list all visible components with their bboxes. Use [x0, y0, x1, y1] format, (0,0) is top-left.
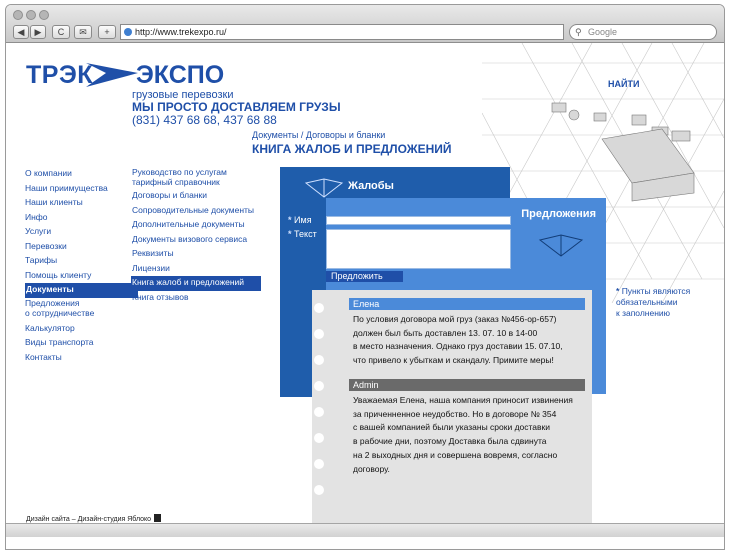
nav-item-info[interactable]: Инфо	[25, 211, 48, 222]
notebook-holes-decoration	[314, 295, 326, 525]
nav-item-transport[interactable]: Перевозки	[25, 240, 67, 251]
required-note	[616, 286, 716, 319]
zoom-window-icon[interactable]	[39, 10, 49, 20]
required-note-text: Пункты являются обязательными к заполнению	[616, 286, 691, 318]
search-icon: ⚲	[575, 27, 582, 37]
page-content	[6, 43, 724, 537]
slogan: МЫ ПРОСТО ДОСТАВЛЯЕМ ГРУЗЫ	[132, 100, 341, 114]
breadcrumb[interactable]: Документы / Договоры и бланки	[252, 130, 386, 140]
mail-button[interactable]: ✉	[74, 25, 92, 39]
subnav-item-visa[interactable]: Документы визового сервиса	[132, 233, 248, 244]
browser-window	[5, 4, 725, 550]
message-line: с вашей компанией были указаны сроки доставки	[353, 422, 551, 433]
message-body	[353, 313, 585, 368]
name-input[interactable]	[326, 216, 511, 225]
sub-nav	[131, 167, 261, 305]
main-nav	[25, 167, 135, 365]
nav-item-help[interactable]: Помощь клиенту	[25, 269, 92, 280]
footer-credit[interactable]	[26, 514, 161, 523]
message-line: По условия договора мой груз (заказ №456-ор-657)	[353, 314, 557, 324]
url-text: http://www.trekexpo.ru/	[135, 27, 227, 37]
subnav-item-requisites[interactable]: Реквизиты	[132, 248, 174, 258]
nav-item-documents[interactable]: Документы	[25, 283, 138, 298]
message-line: в рабочие дни, поэтому Доставка была сдвинута	[353, 436, 547, 447]
logo-part1: ТРЭК	[26, 61, 93, 89]
nav-item-services[interactable]: Услуги	[25, 226, 52, 236]
nav-item-clients[interactable]: Наши клиенты	[25, 197, 83, 207]
message-body	[353, 394, 585, 476]
horizontal-scrollbar[interactable]	[6, 523, 724, 537]
open-book-icon	[538, 230, 584, 258]
nav-item-calculator[interactable]: Калькулятор	[25, 322, 75, 333]
message-line: в место назначения. Однако груз доставии 15. 07.10,	[353, 341, 563, 352]
subnav-item-licenses[interactable]: Лицензии	[132, 262, 170, 273]
text-label	[288, 229, 317, 239]
required-star-icon: *	[288, 229, 292, 239]
search-placeholder: Google	[588, 27, 618, 37]
message-line: Уважаемая Елена, наша компания приносит извинения	[353, 395, 573, 405]
required-star-icon: *	[288, 215, 292, 225]
required-star-icon: *	[616, 286, 620, 296]
complaints-title: Жалобы	[348, 180, 394, 192]
message-line: за приченненное неудобство. Но в договоре № 354	[353, 408, 557, 419]
page-title: КНИГА ЖАЛОБ И ПРЕДЛОЖЕНИЙ	[252, 142, 452, 156]
footer-text: Дизайн сайта – Дизайн-студия Яблоко	[26, 516, 152, 523]
nav-item-vehicles[interactable]: Виды транспорта	[25, 337, 94, 347]
subnav-item-complaints-book[interactable]: Книга жалоб и предложений	[131, 276, 261, 291]
find-link[interactable]: НАЙТИ	[608, 79, 640, 89]
subnav-item-guide[interactable]: Руководство по услугам тарифный справочник	[132, 167, 227, 187]
nav-item-about[interactable]: О компании	[25, 168, 72, 178]
add-bookmark-button[interactable]: +	[98, 25, 116, 39]
subnav-item-additional[interactable]: Дополнительные документы	[132, 219, 245, 229]
name-label	[288, 215, 312, 225]
open-book-icon	[304, 175, 344, 199]
text-label-text: Текст	[294, 229, 317, 239]
nav-item-contacts[interactable]: Контакты	[25, 351, 62, 362]
message-line: должен был быть доставлен 13. 07. 10 в 14-00	[353, 327, 538, 338]
back-button[interactable]: ◀	[13, 25, 29, 39]
minimize-window-icon[interactable]	[26, 10, 36, 20]
browser-toolbar	[6, 5, 724, 43]
nav-item-advantages[interactable]: Наши приимущества	[25, 182, 108, 193]
offers-title: Предложения	[521, 208, 596, 220]
phone-number: (831) 437 68 68, 437 68 88	[132, 113, 277, 127]
message-author: Admin	[349, 379, 585, 391]
reload-button[interactable]: C	[52, 25, 70, 39]
logo-subtitle: грузовые перевозки	[132, 89, 234, 101]
message-author: Елена	[349, 298, 585, 310]
message-line: договору.	[353, 463, 390, 474]
url-input[interactable]	[120, 24, 564, 40]
logo-part2: ЭКСПО	[136, 61, 225, 89]
apple-logo-icon	[154, 514, 161, 522]
subnav-item-contracts[interactable]: Договоры и бланки	[132, 190, 208, 200]
close-window-icon[interactable]	[13, 10, 23, 20]
forward-button[interactable]: ▶	[30, 25, 46, 39]
nav-item-tariffs[interactable]: Тарифы	[25, 255, 58, 265]
search-input[interactable]	[569, 24, 717, 40]
globe-icon	[124, 28, 132, 36]
text-input[interactable]	[326, 229, 511, 269]
name-label-text: Имя	[294, 215, 312, 225]
message-line: что привело к убыткам и скандалу. Примите меры!	[353, 355, 554, 366]
subnav-item-reviews[interactable]: Книга отзывов	[132, 291, 189, 302]
nav-item-cooperation[interactable]: Предложения о сотрудничестве	[25, 297, 95, 318]
submit-button[interactable]: Предложить	[326, 271, 403, 282]
subnav-item-accompanying[interactable]: Сопроводительные документы	[132, 204, 255, 215]
logo-arrow-icon	[86, 59, 138, 91]
message-line: на 2 выходных дня и совершена вовремя, согласно	[353, 449, 558, 460]
